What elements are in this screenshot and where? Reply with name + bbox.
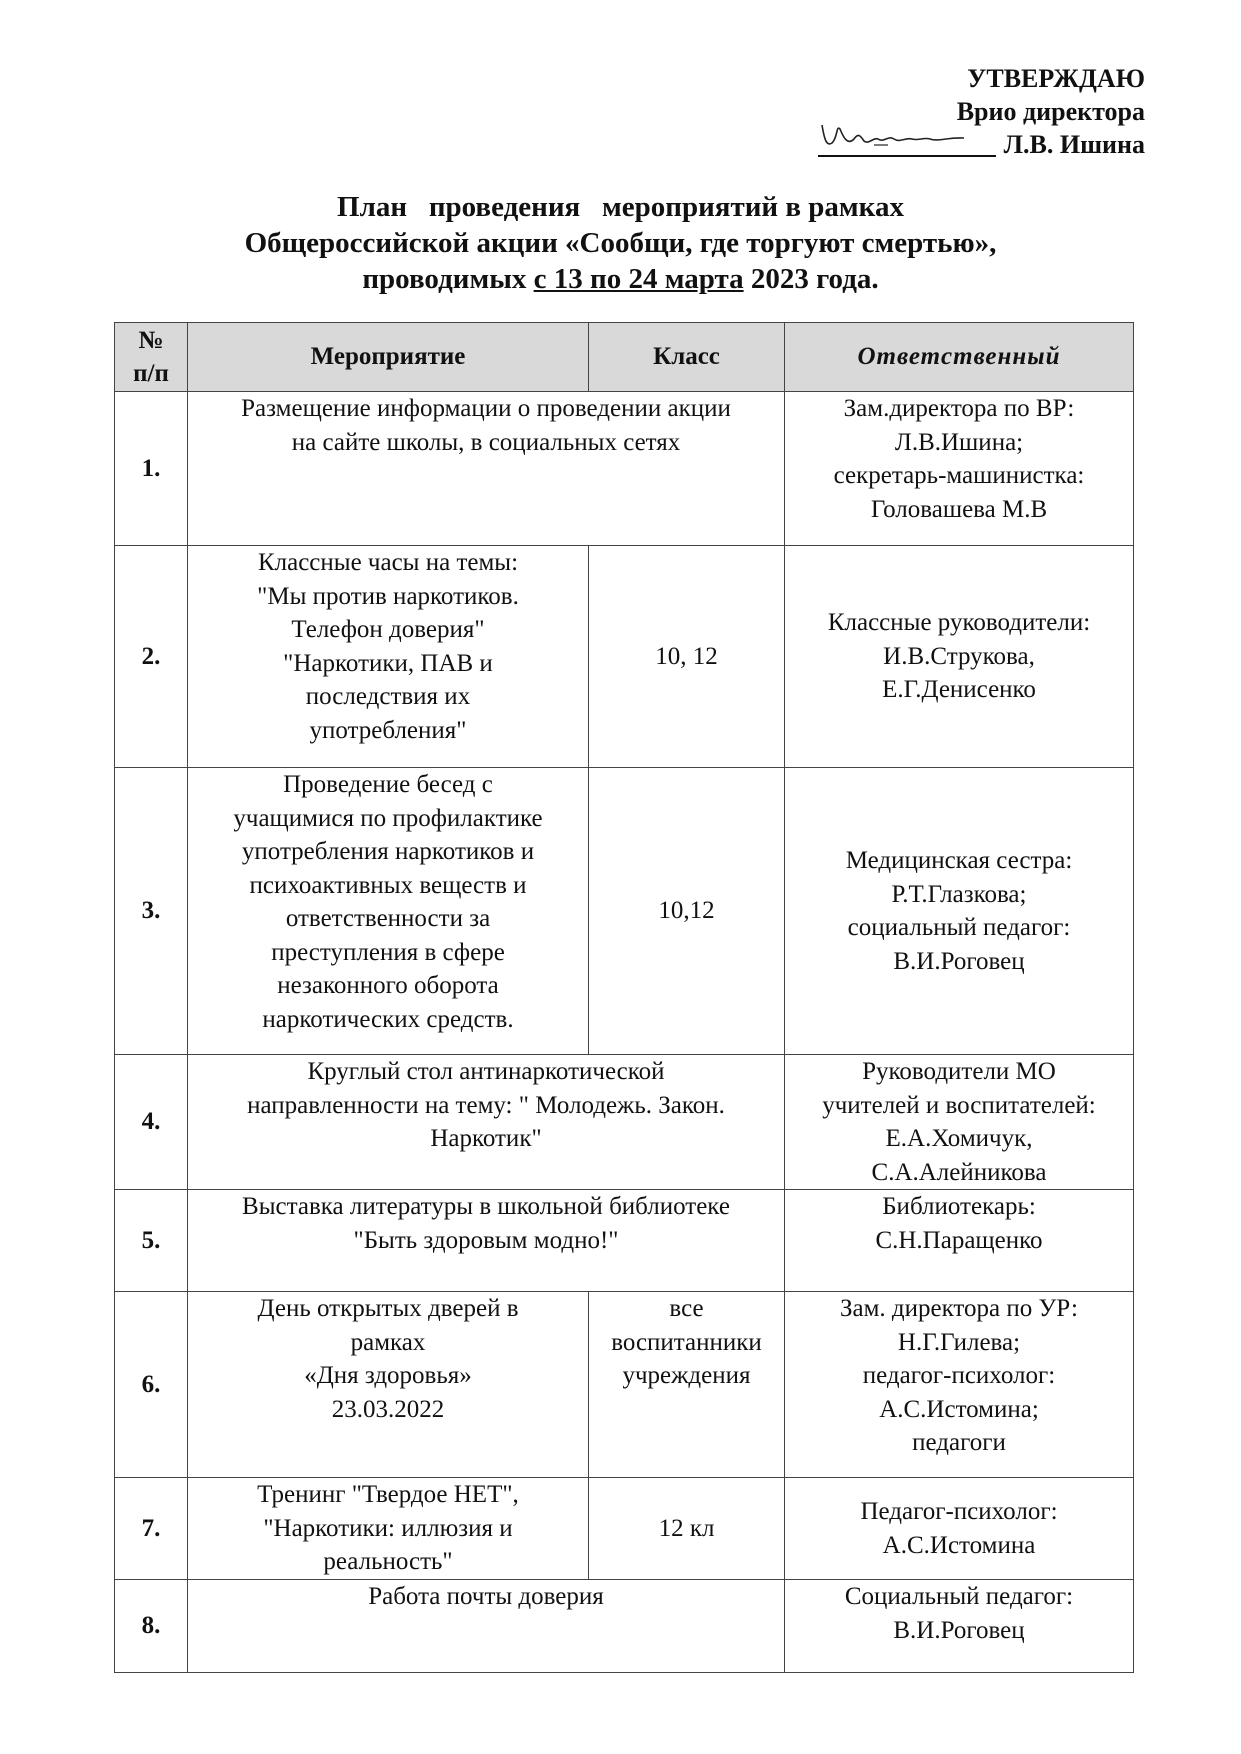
table-header-row [115, 323, 1134, 392]
responsible-line: А.С.Истомина [882, 1531, 1036, 1559]
responsible-line: Е.А.Хомичук, [885, 1125, 1033, 1152]
event-line: Телефон доверия" [291, 616, 485, 643]
responsible-line: Медицинская сестра: [845, 847, 1073, 874]
row-responsible [785, 768, 1134, 1055]
class-line: воспитанники [611, 1328, 762, 1356]
row-responsible [785, 392, 1134, 546]
event-line: употребления" [309, 716, 467, 744]
row-class [589, 1292, 785, 1478]
event-line: употребления наркотиков и [241, 838, 535, 865]
title-line-2: Общероссийской акции «Сообщи, где торгуют смертью», [244, 227, 997, 259]
event-line: последствия их [305, 683, 471, 710]
row-number: 3. [115, 768, 188, 1055]
header-number-abbr: п/п [133, 360, 169, 387]
event-line: "Быть здоровым модно!" [353, 1226, 619, 1254]
responsible-line: секретарь-машинистка: [833, 462, 1085, 489]
approval-name: Л.В. Ишина [1003, 130, 1145, 159]
table-row [115, 1055, 1134, 1190]
responsible-line: Зам.директора по ВР: [843, 395, 1075, 422]
responsible-line: Зам. директора по УР: [839, 1295, 1078, 1322]
row-responsible [785, 1478, 1134, 1580]
responsible-line: Руководители МО [862, 1058, 1056, 1085]
row-responsible [785, 1190, 1134, 1292]
row-event [188, 1478, 589, 1580]
event-line: Наркотик" [430, 1125, 542, 1152]
responsible-line: педагоги [912, 1429, 1006, 1456]
events-table [114, 322, 1134, 1673]
row-responsible [785, 546, 1134, 768]
responsible-line: социальный педагог: [847, 914, 1071, 941]
approval-block [818, 62, 1145, 161]
row-number: 8. [115, 1580, 188, 1673]
responsible-line: Головашева М.В [870, 495, 1048, 523]
responsible-line: Библиотекарь: [882, 1193, 1036, 1220]
title-line-3-end: 2023 года. [743, 263, 879, 295]
responsible-line: С.Н.Паращенко [875, 1226, 1043, 1254]
row-event [188, 1292, 589, 1478]
event-line: 23.03.2022 [331, 1395, 445, 1423]
table-row [115, 1478, 1134, 1580]
responsible-line: Л.В.Ишина; [894, 428, 1024, 456]
row-event [188, 392, 785, 546]
responsible-line: И.В.Струкова, [883, 642, 1035, 670]
header-event: Мероприятие [188, 323, 589, 392]
row-responsible [785, 1580, 1134, 1673]
row-class: 10,12 [589, 768, 785, 1055]
event-line: реальность" [323, 1548, 453, 1575]
event-line: на сайте школы, в социальных сетях [291, 428, 681, 456]
event-line: психоактивных веществ и [249, 871, 527, 899]
event-line: ответственности за [285, 905, 491, 932]
row-event [188, 1190, 785, 1292]
table-row [115, 768, 1134, 1055]
row-number: 4. [115, 1055, 188, 1190]
row-event [188, 768, 589, 1055]
responsible-line: учителей и воспитателей: [822, 1091, 1096, 1119]
event-line: «Дня здоровья» [304, 1362, 472, 1389]
responsible-line: Педагог-психолог: [860, 1498, 1058, 1525]
row-number: 1. [115, 392, 188, 546]
event-line: Классные часы на темы: [257, 549, 519, 576]
header-number [115, 323, 188, 392]
approval-signature-row [818, 128, 1145, 161]
row-class: 12 кл [589, 1478, 785, 1580]
event-line: направленности на тему: " Молодежь. Закон. [247, 1091, 725, 1119]
page-title [0, 189, 1241, 297]
responsible-line: Социальный педагог: [844, 1583, 1074, 1610]
title-line-3 [0, 261, 1241, 297]
event-line: "Наркотики, ПАВ и [283, 649, 493, 677]
row-number: 6. [115, 1292, 188, 1478]
row-event [188, 1055, 785, 1190]
responsible-line: В.И.Роговец [893, 1616, 1025, 1644]
class-line: все [669, 1295, 704, 1322]
row-class: 10, 12 [589, 546, 785, 768]
event-line: незаконного оборота [277, 972, 499, 999]
title-line-1: План проведения мероприятий в рамках [337, 191, 904, 223]
responsible-line: Е.Г.Денисенко [882, 676, 1036, 704]
responsible-line: Классные руководители: [827, 609, 1091, 637]
header-responsible: Ответственный [785, 323, 1134, 392]
row-responsible [785, 1055, 1134, 1190]
row-number: 5. [115, 1190, 188, 1292]
row-responsible [785, 1292, 1134, 1478]
approval-position: Врио директора [956, 97, 1145, 126]
responsible-line: В.И.Роговец [893, 947, 1025, 975]
responsible-line: А.С.Истомина; [879, 1395, 1039, 1423]
event-line: День открытых дверей в [257, 1295, 519, 1322]
responsible-line: С.А.Алейникова [871, 1158, 1047, 1186]
event-line: "Мы против наркотиков. [257, 582, 519, 610]
approval-heading: УТВЕРЖДАЮ [967, 64, 1145, 93]
table-row [115, 1292, 1134, 1478]
event-line: наркотических средств. [262, 1005, 514, 1033]
event-line: Тренинг "Твердое НЕТ", [257, 1481, 519, 1508]
handwritten-signature [814, 117, 984, 153]
responsible-line: Р.Т.Глазкова; [891, 880, 1027, 908]
event-line: учащимися по профилактике [233, 804, 543, 832]
row-number: 7. [115, 1478, 188, 1580]
event-line: рамках [350, 1328, 426, 1356]
title-line-3-start: проводимых [362, 263, 534, 295]
event-line: Круглый стол антинаркотической [307, 1058, 665, 1085]
table-row [115, 1580, 1134, 1673]
header-number-symbol: № [138, 326, 164, 354]
signature-line [818, 129, 996, 157]
table-row [115, 546, 1134, 768]
event-line: "Наркотики: иллюзия и [263, 1514, 513, 1542]
event-line: Выставка литературы в школьной библиотеке [242, 1193, 730, 1220]
table-row [115, 392, 1134, 546]
row-event [188, 1580, 785, 1673]
row-number: 2. [115, 546, 188, 768]
event-line: Размещение информации о проведении акции [241, 395, 731, 422]
row-event [188, 546, 589, 768]
table-row [115, 1190, 1134, 1292]
event-line: Работа почты доверия [368, 1583, 604, 1610]
event-line: преступления в сфере [271, 938, 505, 966]
class-line: учреждения [622, 1362, 751, 1389]
event-line: Проведение бесед с [283, 771, 493, 798]
responsible-line: педагог-психолог: [862, 1362, 1056, 1389]
header-class: Класс [589, 323, 785, 392]
responsible-line: Н.Г.Гилева; [897, 1328, 1021, 1356]
title-dates: с 13 по 24 марта [533, 263, 744, 295]
